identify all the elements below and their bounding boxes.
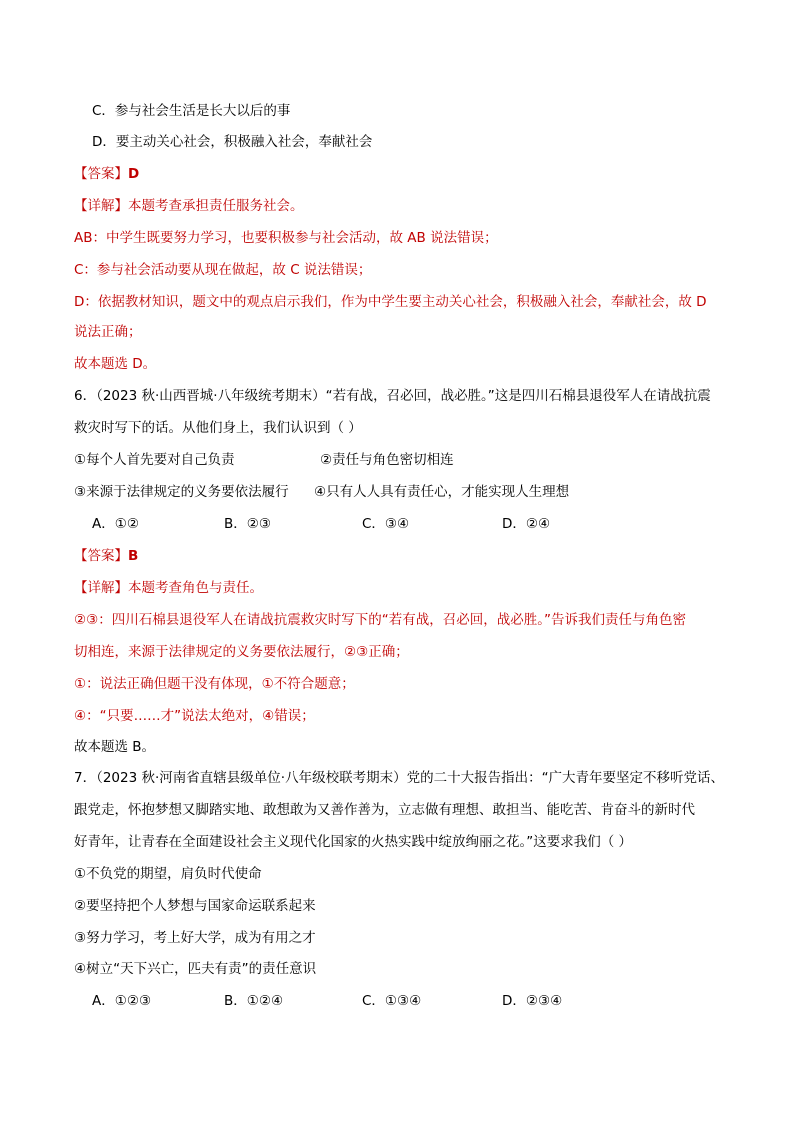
detail-label: 【详解】: [74, 580, 128, 596]
q6-stem-line1: 6．（2023 秋·山西晋城·八年级统考期末）“若有战，召必回，战必胜。”这是四川石棉县退役军人在请战抗震: [74, 388, 711, 404]
q6-explain-23-line2: 切相连，来源于法律规定的义务要依法履行，②③正确；: [74, 644, 409, 660]
q6-items-row1: [74, 450, 454, 470]
q6-item-3: ③来源于法律规定的义务要依法履行: [74, 484, 289, 500]
q6-option-b: B．②③: [224, 516, 271, 532]
q6-item-1: ①每个人首先要对自己负责: [74, 452, 235, 468]
q7-stem-line2: 跟党走，怀抱梦想又脚踏实地、敢想敢为又善作善为，立志做有理想、敢担当、能吃苦、肯奋斗的新时代: [74, 802, 695, 818]
answer-label: 【答案】: [74, 166, 128, 182]
q6-item-2: ②责任与角色密切相连: [320, 452, 454, 468]
q5-explain-d-line1: D：依据教材知识，题文中的观点启示我们，作为中学生要主动关心社会，积极融入社会，奉献社会，故 D: [74, 294, 707, 310]
q5-explain-c: C：参与社会活动要从现在做起，故 C 说法错误；: [74, 262, 372, 278]
q7-option-a: A．①②③: [92, 993, 152, 1009]
q6-answer: [74, 546, 138, 566]
q7-stem-line1: 7．（2023 秋·河南省直辖县级单位·八年级校联考期末）党的二十大报告指出：“广大青年要坚定不移听党话、: [74, 770, 725, 786]
q5-option-c: C．参与社会生活是长大以后的事: [92, 103, 291, 119]
q7-item-4: ④树立“天下兴亡，匹夫有责”的责任意识: [74, 961, 317, 977]
q7-item-1: ①不负党的期望，肩负时代使命: [74, 866, 262, 882]
q6-option-d: D．②④: [502, 516, 551, 532]
answer-label: 【答案】: [74, 548, 128, 564]
q5-explain-d-line2: 说法正确；: [74, 324, 142, 340]
q5-conclusion: 故本题选 D。: [74, 356, 157, 372]
q7-options: [92, 991, 562, 1011]
q6-explain-1: ①：说法正确但题干没有体现，①不符合题意；: [74, 676, 355, 692]
q5-detail: [74, 196, 304, 216]
q7-stem-line3: 好青年，让青春在全面建设社会主义现代化国家的火热实践中绽放绚丽之花。”这要求我们（ ）: [74, 834, 633, 850]
detail-text: 本题考查承担责任服务社会。: [128, 198, 304, 214]
q7-item-3: ③努力学习，考上好大学，成为有用之才: [74, 930, 316, 946]
q6-explain-4: ④：“只要……才”说法太绝对，④错误；: [74, 708, 315, 724]
detail-text: 本题考查角色与责任。: [128, 580, 263, 596]
q6-item-4: ④只有人人具有责任心，才能实现人生理想: [314, 484, 570, 500]
q6-detail: [74, 578, 263, 598]
q7-option-c: C．①③④: [362, 993, 422, 1009]
q6-explain-23-line1: ②③：四川石棉县退役军人在请战抗震救灾时写下的“若有战，召必回，战必胜。”告诉我们责任与角色密: [74, 612, 686, 628]
q6-items-row2: [74, 482, 569, 502]
q7-option-d: D．②③④: [502, 993, 563, 1009]
detail-label: 【详解】: [74, 198, 128, 214]
q5-answer: [74, 164, 139, 184]
q7-item-2: ②要坚持把个人梦想与国家命运联系起来: [74, 898, 316, 914]
q6-option-c: C．③④: [362, 516, 410, 532]
q7-option-b: B．①②④: [224, 993, 284, 1009]
answer-value: B: [128, 548, 139, 564]
q6-option-a: A．①②: [92, 516, 139, 532]
q6-conclusion: 故本题选 B。: [74, 739, 156, 755]
q6-options: [92, 514, 550, 534]
q5-option-d: D．要主动关心社会，积极融入社会，奉献社会: [92, 134, 373, 150]
q6-stem-line2: 救灾时写下的话。从他们身上，我们认识到（ ）: [74, 420, 362, 436]
q5-explain-ab: AB：中学生既要努力学习，也要积极参与社会活动，故 AB 说法错误；: [74, 230, 498, 246]
answer-value: D: [128, 166, 140, 182]
